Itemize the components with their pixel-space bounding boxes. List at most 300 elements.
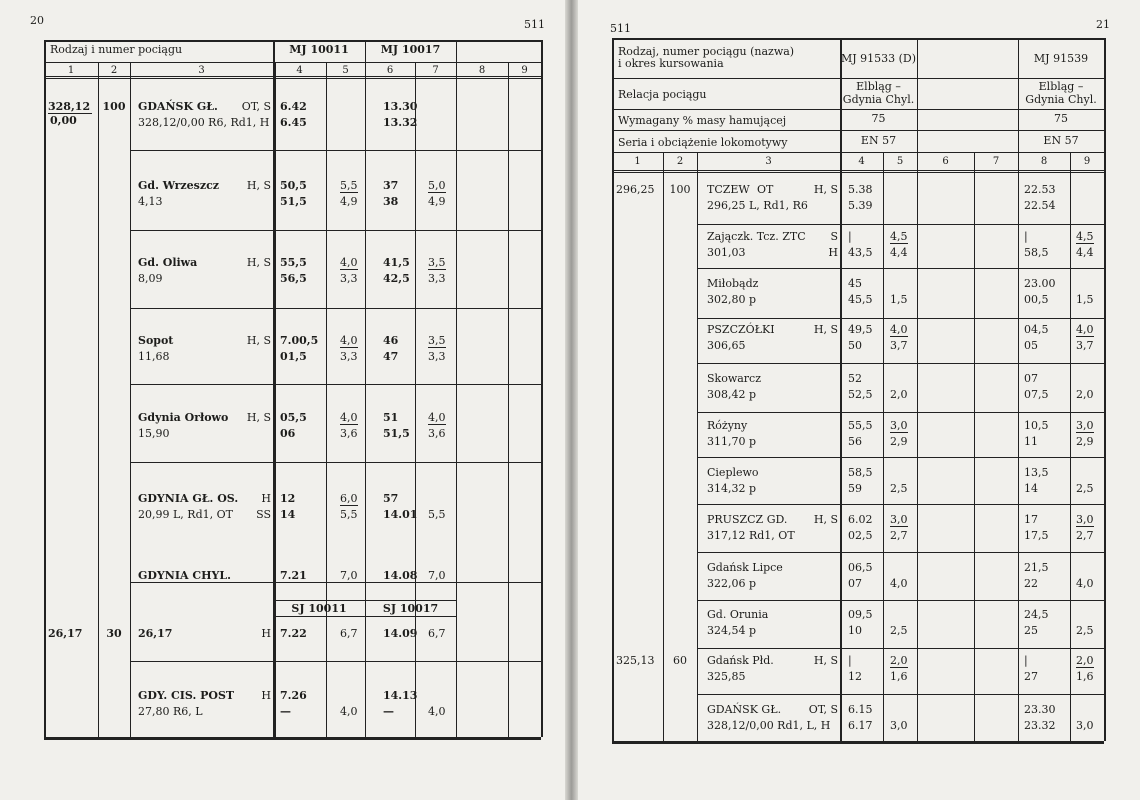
run-time-2: 4,0 (428, 705, 446, 718)
relation-1b: Gdynia Chyl. (842, 93, 915, 106)
time-arrival: | (848, 654, 852, 667)
relation-2: Elbląg – (1038, 80, 1084, 93)
time-arrival: 13.30 (383, 100, 418, 113)
station-km: 325,85 (707, 670, 746, 683)
time-departure: 50 (848, 339, 862, 352)
loco-1: EN 57 (860, 134, 897, 147)
column-number: 4 (858, 156, 865, 167)
speed-limit: 60 (673, 654, 687, 667)
time-departure: 42,5 (383, 272, 410, 285)
run-time-2: 2,9 (1076, 435, 1094, 448)
time-departure: 22.54 (1024, 199, 1056, 212)
time-departure: 17,5 (1024, 529, 1049, 542)
run-time-2: 5,5 (428, 508, 446, 521)
run-time: 4,0 (890, 323, 908, 336)
header-col-line (917, 38, 918, 152)
run-time-2: 3,0 (1076, 719, 1094, 732)
time-arrival: 51 (383, 411, 399, 424)
sj-train-1: SJ 10011 (291, 602, 347, 615)
time-departure: 45,5 (848, 293, 873, 306)
time-arrival: 21,5 (1024, 561, 1049, 574)
loco-label: Seria i obciążenie lokomotywy (618, 136, 788, 149)
station-name: GDYNIA CHYL. (138, 569, 231, 582)
run-time-2: 2,7 (890, 529, 908, 542)
header-rule (612, 170, 1104, 171)
time-arrival: 58,5 (848, 466, 873, 479)
run-time: 6,7 (428, 627, 446, 640)
station-codes: H (261, 627, 271, 640)
time-departure: 02,5 (848, 529, 873, 542)
station-codes: H, S (813, 323, 838, 336)
time-arrival: 7.26 (280, 689, 307, 702)
run-time-2: 3,6 (340, 427, 358, 440)
time-arrival: 24,5 (1024, 608, 1049, 621)
time-arrival: 06,5 (848, 561, 873, 574)
run-time: 3,5 (428, 256, 446, 269)
run-time: 3,0 (890, 419, 908, 432)
run-time: 2,0 (1076, 654, 1094, 667)
row-separator (697, 504, 1104, 505)
time-arrival: 09,5 (848, 608, 873, 621)
column-line (456, 62, 457, 737)
time-arrival: 23.00 (1024, 277, 1056, 290)
station-codes: H, S (813, 513, 838, 526)
km-value: 296,25 (616, 183, 655, 196)
run-time-2: 3,3 (428, 272, 446, 285)
station-km: 20,99 L, Rd1, OT (138, 508, 233, 521)
col-number-rule-2 (44, 78, 541, 79)
station-codes: H, S (813, 183, 838, 196)
station-name: TCZEW (707, 183, 750, 196)
time-departure: 43,5 (848, 246, 873, 259)
table-border-top (44, 40, 541, 42)
brake-2: 75 (1054, 112, 1068, 125)
run-time-2: 2,7 (1076, 529, 1094, 542)
time-arrival: 55,5 (848, 419, 873, 432)
header-rule-2 (612, 172, 1104, 173)
station-name: 26,17 (138, 627, 173, 640)
run-time: 3,5 (428, 334, 446, 347)
table-border-left (44, 40, 46, 737)
km-value: 328,12 (48, 100, 91, 113)
time-arrival: 57 (383, 492, 399, 505)
column-line (1018, 152, 1019, 741)
station-name: GDYNIA GŁ. OS. (138, 492, 239, 505)
column-number: 8 (478, 65, 486, 76)
run-time: 6,0 (340, 492, 358, 505)
time-arrival: 50,5 (280, 179, 307, 192)
time-departure: 00,5 (1024, 293, 1049, 306)
header-train-label: Rodzaj i numer pociągu (50, 43, 183, 56)
run-time: 4,0 (1076, 323, 1094, 336)
time-arrival: 6.42 (280, 100, 307, 113)
station-name: Różyny (707, 419, 748, 432)
run-time-2: 3,6 (428, 427, 446, 440)
run-time-2: 2,5 (890, 624, 908, 637)
running-number: 511 (610, 22, 631, 35)
relation-1: Elbląg – (856, 80, 901, 93)
station-km: 328,12/0,00 R6, Rd1, H (138, 116, 270, 129)
time-departure: 56 (848, 435, 862, 448)
column-line (508, 62, 509, 737)
loco-2: EN 57 (1043, 134, 1079, 147)
station-codes: H, S (246, 256, 271, 269)
station-codes: OT, S (808, 703, 838, 716)
run-time-2: 4,0 (890, 577, 908, 590)
run-time-2: 2,5 (1076, 482, 1094, 495)
time-arrival: 14.09 (383, 627, 418, 640)
column-number: 1 (67, 65, 75, 76)
run-time: 7,0 (428, 569, 446, 582)
column-line (974, 152, 975, 741)
time-departure: 01,5 (280, 350, 307, 363)
relation-label: Relacja pociągu (618, 88, 707, 101)
table-border-left (612, 38, 614, 741)
time-departure: 05 (1024, 339, 1038, 352)
column-number: 7 (432, 65, 439, 76)
run-time-2: 4,4 (890, 246, 908, 259)
column-number: 3 (765, 156, 772, 167)
column-number: 2 (676, 156, 684, 167)
column-line (840, 152, 842, 741)
station-km: 317,12 Rd1, OT (707, 529, 795, 542)
run-time-2: 2,0 (1076, 388, 1094, 401)
run-time: 4,0 (340, 334, 358, 347)
station-km: 324,54 p (707, 624, 757, 637)
right-page (578, 0, 1140, 800)
row-separator (697, 412, 1104, 413)
relation-2b: Gdynia Chyl. (1025, 93, 1097, 106)
run-time-2: 1,5 (1076, 293, 1094, 306)
time-departure: — (280, 705, 291, 718)
station-name: Zajączk. Tcz. ZTC (707, 230, 806, 243)
run-time-2: 1,6 (1076, 670, 1094, 683)
time-arrival: 10,5 (1024, 419, 1049, 432)
row-separator (697, 363, 1104, 364)
train-number-2: MJ 91539 (1033, 52, 1089, 65)
station-name: Gd. Orunia (707, 608, 769, 621)
run-time: 3,0 (1076, 419, 1094, 432)
station-name: Gd. Wrzeszcz (138, 179, 220, 192)
column-line (917, 152, 918, 741)
row-separator (130, 230, 541, 231)
train-number-1: MJ 10011 (289, 43, 349, 56)
column-line (130, 62, 131, 737)
sj-header-bottom (273, 616, 456, 617)
column-number: 2 (110, 65, 118, 76)
station-name: Gdynia Orłowo (138, 411, 229, 424)
row-separator (697, 457, 1104, 458)
time-departure: 11 (1024, 435, 1038, 448)
header-train-label: Rodzaj, numer pociągu (nazwa) (618, 45, 795, 58)
time-departure: 5.39 (848, 199, 873, 212)
column-number: 5 (342, 65, 349, 76)
row-separator (130, 384, 541, 385)
station-codes-2: SS (256, 508, 271, 521)
book-gutter (565, 0, 578, 800)
run-time-2: 4,4 (1076, 246, 1094, 259)
station-codes: OT, S (241, 100, 271, 113)
column-number: 3 (198, 65, 205, 76)
time-departure: 14 (280, 508, 296, 521)
header-rule (612, 78, 1104, 79)
column-line (697, 152, 698, 741)
time-departure: 47 (383, 350, 399, 363)
run-time-2: 4,9 (340, 195, 358, 208)
time-departure: 6.17 (848, 719, 873, 732)
column-line (273, 62, 276, 737)
station-km: 328,12/0,00 Rd1, L, H (707, 719, 831, 732)
km-value: 26,17 (48, 627, 83, 640)
station-codes: H (261, 492, 271, 505)
time-departure: 07 (848, 577, 862, 590)
row-separator (697, 318, 1104, 319)
column-number: 1 (634, 156, 641, 167)
time-arrival: 07 (1024, 372, 1038, 385)
station-name-2: OT (757, 183, 774, 196)
time-arrival: 46 (383, 334, 399, 347)
row-separator (130, 462, 541, 463)
time-departure: 14 (1024, 482, 1038, 495)
row-separator (697, 552, 1104, 553)
station-name: Cieplewo (707, 466, 759, 479)
time-arrival: 49,5 (848, 323, 873, 336)
time-departure: 12 (848, 670, 862, 683)
station-km: 308,42 p (707, 388, 757, 401)
time-departure: 52,5 (848, 388, 873, 401)
row-separator (697, 600, 1104, 601)
station-km: 11,68 (138, 350, 170, 363)
time-departure: 56,5 (280, 272, 307, 285)
station-name: Gdańsk Płd. (707, 654, 774, 667)
time-departure: — (383, 705, 394, 718)
table-border-top (612, 38, 1104, 40)
header-rule (612, 109, 1104, 110)
row-separator (130, 582, 541, 583)
header-rule (44, 62, 541, 63)
station-name: PSZCZÓŁKI (707, 323, 775, 336)
time-departure: 6.45 (280, 116, 307, 129)
station-codes: H, S (813, 654, 838, 667)
header-rule (612, 152, 1104, 153)
station-km: 302,80 p (707, 293, 757, 306)
time-arrival: 13,5 (1024, 466, 1049, 479)
run-time-2: 2,0 (890, 388, 908, 401)
time-arrival: | (1024, 230, 1028, 243)
page-number: 20 (30, 14, 44, 27)
km-divider (48, 113, 92, 114)
column-number: 7 (992, 156, 1000, 167)
train-number-2: MJ 10017 (380, 43, 441, 56)
time-arrival: 14.08 (383, 569, 418, 582)
time-departure: 51,5 (383, 427, 410, 440)
time-arrival: 23.30 (1024, 703, 1056, 716)
time-arrival: 6.02 (848, 513, 873, 526)
column-number: 8 (1040, 156, 1048, 167)
run-time: 2,0 (890, 654, 908, 667)
station-codes: H, S (246, 411, 271, 424)
sj-header-top (273, 600, 456, 601)
run-time: 4,0 (340, 256, 358, 269)
time-arrival: | (1024, 654, 1028, 667)
time-departure: 38 (383, 195, 399, 208)
row-separator (697, 694, 1104, 695)
run-time: 4,5 (890, 230, 908, 243)
time-arrival: 22.53 (1024, 183, 1056, 196)
header-period-label: i okres kursowania (618, 57, 724, 70)
header-rule (612, 130, 1104, 131)
run-time-2: 3,3 (340, 350, 358, 363)
time-arrival: 7.00,5 (280, 334, 319, 347)
time-departure: 59 (848, 482, 862, 495)
column-number: 4 (296, 65, 303, 76)
run-time-2: 3,7 (890, 339, 908, 352)
column-number: 9 (521, 65, 528, 76)
run-time: 4,0 (428, 411, 446, 424)
time-arrival: 37 (383, 179, 399, 192)
time-departure: 22 (1024, 577, 1038, 590)
run-time: 7,0 (340, 569, 358, 582)
run-time: 5,5 (340, 179, 358, 192)
run-time-2: 3,3 (428, 350, 446, 363)
run-time: 3,0 (890, 513, 908, 526)
run-time: 6,7 (340, 627, 358, 640)
time-arrival: 52 (848, 372, 862, 385)
column-number: 6 (942, 156, 949, 167)
station-name: Sopot (138, 334, 174, 347)
time-arrival: 14.13 (383, 689, 418, 702)
run-time-2: 4,0 (340, 705, 358, 718)
run-time: 5,0 (428, 179, 446, 192)
time-arrival: 6.15 (848, 703, 873, 716)
run-time: 4,0 (340, 411, 358, 424)
train-number-1: MJ 91533 (D) (840, 52, 917, 65)
speed-limit: 100 (669, 183, 691, 196)
time-departure: 06 (280, 427, 296, 440)
table-border-bottom (612, 741, 1104, 744)
run-time-2: 5,5 (340, 508, 358, 521)
station-name: GDAŃSK GŁ. (707, 703, 782, 716)
run-time-2: 3,7 (1076, 339, 1094, 352)
station-km: 8,09 (138, 272, 163, 285)
station-km: 15,90 (138, 427, 170, 440)
column-line (1070, 152, 1071, 741)
column-line (365, 62, 366, 737)
table-border-right (541, 40, 543, 737)
row-separator (130, 150, 541, 151)
time-arrival: | (848, 230, 852, 243)
time-arrival: 55,5 (280, 256, 307, 269)
run-time-2: 2,9 (890, 435, 908, 448)
km-value-2: 0,00 (50, 114, 77, 127)
run-time-2: 4,0 (1076, 577, 1094, 590)
time-arrival: 7.21 (280, 569, 307, 582)
row-separator (130, 661, 541, 662)
row-separator (697, 268, 1104, 269)
time-arrival: 41,5 (383, 256, 410, 269)
station-name: Miłobądz (707, 277, 759, 290)
time-departure: 10 (848, 624, 862, 637)
time-departure: 14.01 (383, 508, 418, 521)
station-codes: S (830, 230, 838, 243)
time-departure: 13.32 (383, 116, 418, 129)
brake-label: Wymagany % masy hamującej (618, 114, 787, 127)
time-arrival: 17 (1024, 513, 1038, 526)
speed-limit: 30 (106, 627, 122, 640)
time-arrival: 7.22 (280, 627, 307, 640)
station-km: 301,03 (707, 246, 746, 259)
station-name: GDAŃSK GŁ. (138, 100, 218, 113)
time-arrival: 5.38 (848, 183, 873, 196)
row-separator (130, 308, 541, 309)
column-number: 9 (1083, 156, 1091, 167)
station-name: Gd. Oliwa (138, 256, 198, 269)
header-col-line (456, 40, 457, 62)
run-time-2: 3,0 (890, 719, 908, 732)
station-km: 306,65 (707, 339, 746, 352)
run-time-2: 4,9 (428, 195, 446, 208)
page-number: 21 (1096, 18, 1110, 31)
station-name: GDY. CIS. POST (138, 689, 235, 702)
time-arrival: 45 (848, 277, 862, 290)
run-time-2: 2,5 (1076, 624, 1094, 637)
time-arrival: 12 (280, 492, 296, 505)
row-separator (697, 224, 1104, 225)
station-name: Skowarcz (707, 372, 762, 385)
brake-1: 75 (871, 112, 886, 125)
time-departure: 27 (1024, 670, 1038, 683)
km-value: 325,13 (616, 654, 655, 667)
station-km: 4,13 (138, 195, 163, 208)
station-codes: H, S (246, 179, 271, 192)
time-departure: 58,5 (1024, 246, 1049, 259)
time-departure: 25 (1024, 624, 1038, 637)
run-time-2: 2,5 (890, 482, 908, 495)
station-name: Gdańsk Lipce (707, 561, 783, 574)
time-arrival: 04,5 (1024, 323, 1049, 336)
column-line (326, 62, 327, 737)
column-line (663, 152, 664, 741)
station-km: 27,80 R6, L (138, 705, 203, 718)
run-time-2: 3,3 (340, 272, 358, 285)
station-km: 314,32 p (707, 482, 757, 495)
time-departure: 23.32 (1024, 719, 1056, 732)
station-codes-2: H (828, 246, 838, 259)
sj-train-2: SJ 10017 (382, 602, 439, 615)
column-line (883, 152, 884, 741)
column-number: 5 (896, 156, 904, 167)
run-time-2: 1,6 (890, 670, 908, 683)
station-name: PRUSZCZ GD. (707, 513, 788, 526)
running-number: 511 (524, 18, 545, 31)
time-arrival: 05,5 (280, 411, 307, 424)
time-departure: 51,5 (280, 195, 307, 208)
run-time: 3,0 (1076, 513, 1094, 526)
speed-limit: 100 (102, 100, 126, 113)
station-codes: H, S (246, 334, 271, 347)
station-km: 322,06 p (707, 577, 757, 590)
run-time: 4,5 (1076, 230, 1094, 243)
table-border-bottom (44, 737, 541, 740)
left-page (0, 0, 565, 800)
station-km: 311,70 p (707, 435, 757, 448)
station-codes: H (261, 689, 271, 702)
station-km: 296,25 L, Rd1, R6 (707, 199, 808, 212)
run-time-2: 1,5 (890, 293, 908, 306)
time-departure: 07,5 (1024, 388, 1049, 401)
column-number: 6 (386, 65, 394, 76)
row-separator (697, 648, 1104, 649)
